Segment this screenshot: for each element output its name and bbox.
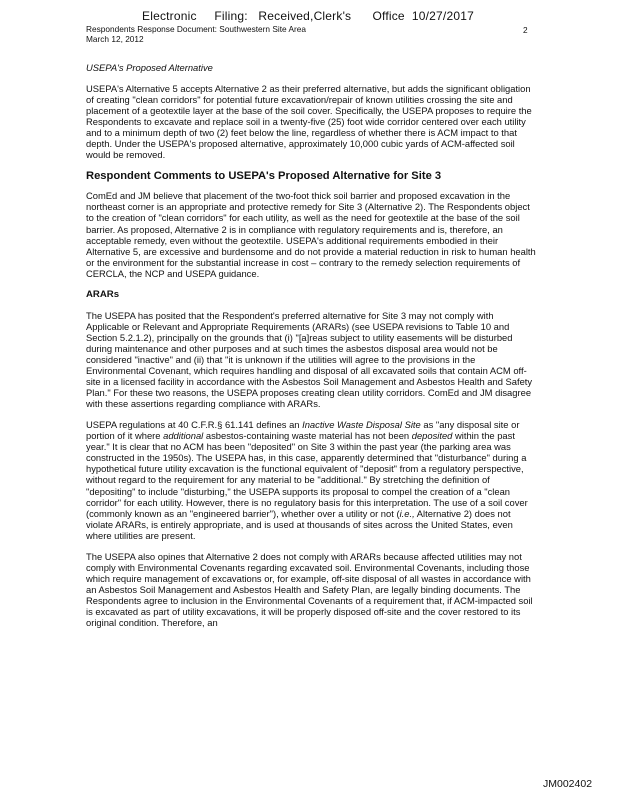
arars-paragraph-1: The USEPA has posited that the Respondent's preferred alternative for Site 3 may not comply with Applicable or Relevant and Appropriate Requirements (ARARs) (see USEPA revisions to Table 10 and Section 5.2.1.2), principally on the grounds that (i) "[a]reas subject to utility easements will be disturbed during maintenance and other purposes and at such times the asbestos disposal area would not be considered "inactive" and (ii) that "it is unknown if the utilities will agree to the provisions in the Environmental Covenant, which requires handling and disposal of all excavated soils that contain ACM off-site in a licensed facility in accordance with the Asbestos Soil Management and Asbestos Health and Safety Plan." For these two reasons, the USEPA proposes creating clean utility corridors. ComEd and JM disagree with these assertions regarding compliance with ARARs.: [86, 309, 533, 410]
stamp-received: Received,: [258, 9, 314, 23]
stamp-clerks: Clerk's: [313, 9, 352, 23]
document-body: [86, 62, 536, 638]
stamp-electronic: Electronic: [142, 9, 197, 23]
filing-stamp: [142, 9, 474, 23]
p2-text-e: asbestos-containing waste material has not been: [203, 430, 412, 442]
arars-paragraph-2: [86, 419, 536, 541]
header-document-title: Respondents Response Document: Southwestern Site Area: [86, 24, 306, 34]
p2-text-c: as "any disposal site or portion of it where: [86, 419, 520, 442]
respondent-comments-paragraph: ComEd and JM believe that placement of the two-foot thick soil barrier and proposed excavation in the northeast corner is an appropriate and protective remedy for Site 3 (Alternative 2). The Respondents object to the creation of "clean corridors" for each utility, as well as the need for geotextile at the base of the soil barrier. As proposed, Alternative 2 is in compliance with regulatory requirements and is, therefore, an acceptable remedy, even without the geotextile. USEPA's additional requirements embodied in their Alternative 5, are excessive and burdensome and do not provide a material reduction in risk to human health or the environment for the substantial increase in cost – contrary to the remedy selection requirements of CERCLA, the NCP and USEPA guidance.: [86, 190, 536, 279]
page-number: 2: [523, 25, 528, 35]
p2-text-a: USEPA regulations at 40 C.F.R.§ 61.141 defines an: [86, 419, 303, 431]
p2-term-inactive-site: Inactive Waste Disposal Site: [302, 419, 421, 431]
usepa-alternative-heading: USEPA's Proposed Alternative: [86, 62, 213, 73]
p2-term-ie: i.e.,: [399, 507, 415, 519]
arars-heading: ARARs: [86, 288, 120, 300]
bates-number: JM002402: [543, 778, 593, 790]
stamp-date: 10/27/2017: [411, 9, 474, 23]
p2-text-i: Alternative 2) does not violate ARARs, is entirely appropriate, and is used at thousands of sites across the United States, even where utilities are present.: [86, 507, 513, 541]
stamp-office: Office: [372, 9, 405, 23]
p2-term-deposited: deposited: [411, 430, 453, 442]
stamp-filing: Filing:: [214, 9, 248, 23]
arars-paragraph-3: The USEPA also opines that Alternative 2 does not comply with ARARs because affected utilities may not comply with Environmental Covenants regarding excavated soil. Environmental Covenants, including those which require management of excavations or, for example, off-site disposal of all wastes in accordance with an Asbestos Soil Management and Asbestos Health and Safety Plan, are legally binding documents. The Respondents agree to inclusion in the Environmental Covenants of a requirement that, if ACM-impacted soil is excavated as part of utility excavations, it will be properly disposed off-site and the cover restored to its original condition. Therefore, an: [86, 550, 533, 629]
header-date: March 12, 2012: [86, 34, 144, 44]
usepa-alternative-paragraph: USEPA's Alternative 5 accepts Alternative 2 as their preferred alternative, but adds the significant obligation of creating "clean corridors" for potential future excavation/repair of known utilities crossing the site and placement of a geotextile layer at the base of the soil cover. Specifically, the USEPA proposes to require the Respondents to excavate and replace soil in a twenty-five (25) foot wide corridor centered over each utility and to a minimum depth of two (2) feet below the line, regardless of whether there is ACM impact to that depth. Under the USEPA's proposed alternative, approximately 10,000 cubic yards of ACM-affected soil would be removed.: [86, 83, 532, 161]
respondent-comments-heading: Respondent Comments to USEPA's Proposed Alternative for Site 3: [86, 170, 442, 183]
p2-text-g: within the past year." It is clear that no ACM has been "deposited" on Site 3 within the past year (the parking area was constructed in the 1950s). The USEPA has, in this case, apparently determined that "disturbance" during a hypothetical future utility excavation is the functional equivalent of "deposit" from a regulatory perspective, without regard to the requirement for any material to be "additional." By stretching the definition of "depositing" to include "disturbing," the USEPA supports its proposal to compel the creation of a "clean corridor" for each utility. However, there is no regulatory basis for this interpretation. The use of a soil cover (commonly known as an "engineered barrier"), whether over a utility or not (: [86, 430, 528, 519]
p2-term-additional: additional: [163, 430, 204, 442]
